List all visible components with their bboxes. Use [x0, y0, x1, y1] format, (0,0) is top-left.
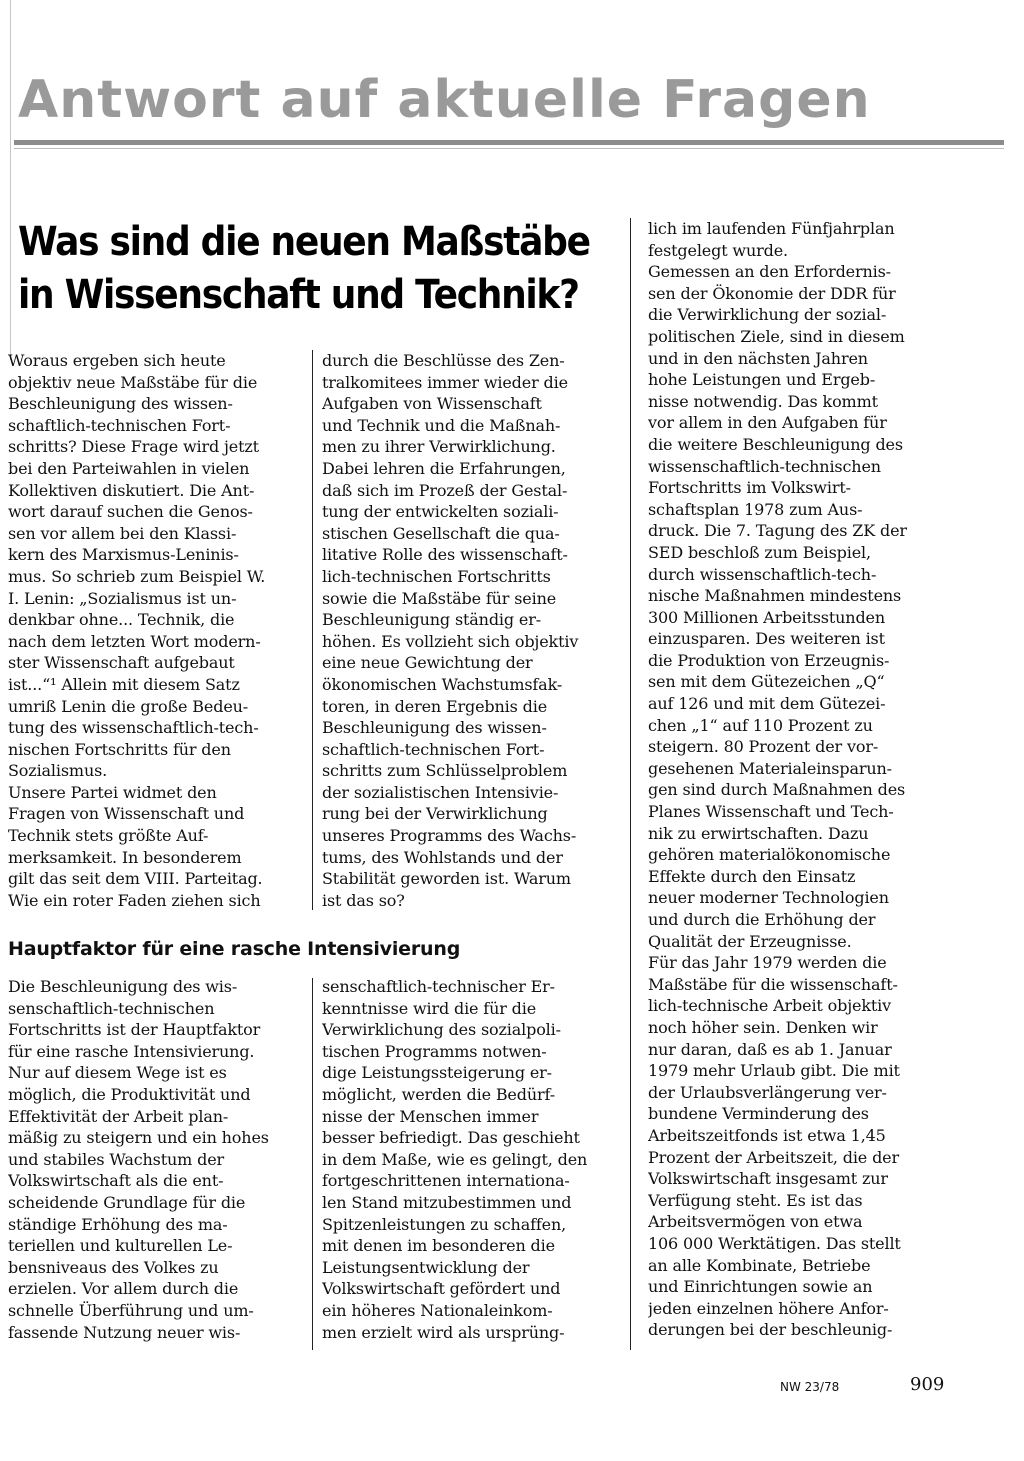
text-line: steigern. 80 Prozent der vor-: [648, 737, 879, 757]
text-line: Aufgaben von Wissenschaft: [322, 394, 542, 414]
text-line: Fragen von Wissenschaft und: [8, 804, 245, 824]
text-line: ständige Erhöhung des ma-: [8, 1214, 228, 1234]
text-line: sen mit dem Gütezeichen „Q“: [648, 672, 885, 692]
text-line: schaftsplan 1978 zum Aus-: [648, 499, 863, 519]
text-line: möglich, die Produktivität und: [8, 1084, 251, 1104]
text-line: tums, des Wohlstands und der: [322, 847, 563, 867]
text-line: Beschleunigung ständig er-: [322, 610, 541, 630]
text-line: Gemessen an den Erfordernis-: [648, 262, 891, 282]
text-line: gehören materialökonomische: [648, 845, 891, 865]
text-line: Wie ein roter Faden ziehen sich: [8, 890, 261, 910]
text-line: daß sich im Prozeß der Gestal-: [322, 480, 568, 500]
text-line: Arbeitsvermögen von etwa: [648, 1212, 863, 1232]
text-line: nur daran, daß es ab 1. Januar: [648, 1039, 892, 1059]
text-line: Maßstäbe für die wissenschaft-: [648, 974, 898, 994]
text-line: festgelegt wurde.: [648, 240, 788, 260]
text-line: vor allem in den Aufgaben für: [648, 413, 887, 433]
text-line: nach dem letzten Wort modern-: [8, 631, 261, 651]
text-line: senschaftlich-technischer Er-: [322, 977, 555, 996]
text-line: Verfügung steht. Es ist das: [648, 1190, 863, 1210]
scan-edge-line: [10, 0, 11, 360]
text-line: neuer moderner Technologien: [648, 888, 889, 908]
text-line: Für das Jahr 1979 werden die: [648, 953, 887, 973]
text-line: Kollektiven diskutiert. Die Ant-: [8, 480, 255, 500]
text-line: besser befriedigt. Das geschieht: [322, 1128, 580, 1148]
text-line: nische Maßnahmen mindestens: [648, 586, 902, 606]
text-line: ist...“¹ Allein mit diesem Satz: [8, 674, 240, 694]
text-line: teriellen und kulturellen Le-: [8, 1236, 233, 1256]
text-line: umriß Lenin die große Bedeu-: [8, 696, 249, 716]
text-line: Fortschritts ist der Hauptfaktor: [8, 1020, 261, 1040]
text-line: durch die Beschlüsse des Zen-: [322, 351, 565, 370]
text-line: an alle Kombinate, Betriebe: [648, 1255, 871, 1275]
text-line: auf 126 und mit dem Gütezei-: [648, 694, 886, 714]
text-line: hohe Leistungen und Ergeb-: [648, 370, 876, 390]
text-line: ist das so?: [322, 890, 405, 910]
text-line: tung des wissenschaftlich-tech-: [8, 718, 259, 738]
text-line: mus. So schrieb zum Beispiel W.: [8, 566, 266, 586]
text-line: bundene Verminderung des: [648, 1104, 869, 1124]
text-line: Dabei lehren die Erfahrungen,: [322, 458, 566, 478]
text-line: 1979 mehr Urlaub gibt. Die mit: [648, 1061, 900, 1081]
text-line: merksamkeit. In besonderem: [8, 847, 242, 867]
text-line: Volkswirtschaft insgesamt zur: [648, 1169, 888, 1189]
text-line: denkbar ohne... Technik, die: [8, 610, 235, 630]
section-banner: Antwort auf aktuelle Fragen: [18, 70, 871, 130]
page-number: 909: [910, 1374, 945, 1395]
text-line: sen der Ökonomie der DDR für: [648, 283, 896, 303]
text-line: mit denen im besonderen die: [322, 1236, 555, 1256]
text-line: schnelle Überführung und um-: [8, 1300, 254, 1320]
text-line: schritts zum Schlüsselproblem: [322, 761, 568, 781]
headline-line: Was sind die neuen Maßstäbe: [18, 219, 590, 266]
banner-rule: [14, 140, 1004, 145]
text-line: eine neue Gewichtung der: [322, 653, 533, 673]
text-line: litative Rolle des wissenschaft-: [322, 545, 568, 565]
text-line: gilt das seit dem VIII. Parteitag.: [8, 869, 263, 889]
text-line: bensniveaus des Volkes zu: [8, 1257, 219, 1277]
text-line: wissenschaftlich-technischen: [648, 456, 881, 476]
text-line: und durch die Erhöhung der: [648, 910, 876, 929]
text-line: Woraus ergeben sich heute: [8, 351, 226, 370]
text-line: stischen Gesellschaft die qua-: [322, 523, 560, 543]
article-headline: [18, 216, 618, 321]
text-line: dige Leistungssteigerung er-: [322, 1063, 552, 1083]
text-line: und stabiles Wachstum der: [8, 1149, 225, 1169]
text-line: toren, in deren Ergebnis die: [322, 696, 548, 716]
text-line: lich im laufenden Fünfjahrplan: [648, 219, 895, 238]
text-line: Arbeitszeitfonds ist etwa 1,45: [648, 1125, 886, 1145]
text-line: scheidende Grundlage für die: [8, 1192, 246, 1212]
text-line: höhen. Es vollzieht sich objektiv: [322, 631, 579, 651]
text-line: mäßig zu steigern und ein hohes: [8, 1128, 269, 1148]
text-line: chen „1“ auf 110 Prozent zu: [648, 715, 873, 735]
section-subheading: Hauptfaktor für eine rasche Intensivierung: [8, 938, 461, 960]
text-line: Qualität der Erzeugnisse.: [648, 931, 852, 951]
text-line: schritts? Diese Frage wird jetzt: [8, 437, 259, 457]
column-rule: [312, 978, 313, 1350]
text-line: Prozent der Arbeitszeit, die der: [648, 1147, 899, 1167]
text-line: erzielen. Vor allem durch die: [8, 1279, 239, 1299]
text-line: Sozialismus.: [8, 761, 108, 781]
text-line: Beschleunigung des wissen-: [8, 394, 233, 414]
text-line: len Stand mitzubestimmen und: [322, 1192, 572, 1212]
text-line: Nur auf diesem Wege ist es: [8, 1063, 227, 1083]
text-line: tischen Programms notwen-: [322, 1041, 547, 1061]
text-line: nisse der Menschen immer: [322, 1106, 539, 1126]
text-line: Effektivität der Arbeit plan-: [8, 1106, 229, 1126]
text-line: senschaftlich-technischen: [8, 998, 215, 1018]
text-line: unseres Programms des Wachs-: [322, 826, 577, 846]
text-line: lich-technischen Fortschritts: [322, 566, 551, 586]
text-line: durch wissenschaftlich-tech-: [648, 564, 877, 584]
text-line: men erzielt wird als ursprüng-: [322, 1322, 565, 1342]
text-line: druck. Die 7. Tagung des ZK der: [648, 521, 907, 541]
text-line: rung bei der Verwirklichung: [322, 804, 548, 824]
text-line: fassende Nutzung neuer wis-: [8, 1322, 241, 1342]
text-line: und Technik und die Maßnah-: [322, 415, 561, 435]
text-line: men zu ihrer Verwirklichung.: [322, 437, 556, 457]
issue-number: NW 23/78: [780, 1380, 840, 1394]
text-line: 106 000 Werktätigen. Das stellt: [648, 1233, 901, 1253]
text-line: Effekte durch den Einsatz: [648, 866, 856, 886]
column-rule: [630, 218, 631, 1350]
text-line: gesehenen Materialeinsparun-: [648, 758, 892, 778]
text-line: gen sind durch Maßnahmen des: [648, 780, 906, 800]
banner-rule-thin: [14, 148, 1004, 149]
text-line: bei den Parteiwahlen in vielen: [8, 458, 250, 478]
headline-line: in Wissenschaft und Technik?: [18, 272, 579, 318]
text-line: und in den nächsten Jahren: [648, 348, 868, 368]
text-line: Verwirklichung des sozialpoli-: [322, 1020, 561, 1040]
text-line: in dem Maße, wie es gelingt, den: [322, 1149, 588, 1169]
text-line: wort darauf suchen die Genos-: [8, 502, 253, 522]
text-line: objektiv neue Maßstäbe für die: [8, 372, 258, 392]
text-line: einzusparen. Des weiteren ist: [648, 629, 885, 649]
text-line: die weitere Beschleunigung des: [648, 434, 903, 454]
column-rule: [312, 350, 313, 910]
text-line: Spitzenleistungen zu schaffen,: [322, 1214, 567, 1234]
text-line: nisse notwendig. Das kommt: [648, 391, 878, 411]
text-line: fortgeschrittenen internationa-: [322, 1171, 570, 1191]
text-line: für eine rasche Intensivierung.: [8, 1041, 255, 1061]
text-line: möglicht, werden die Bedürf-: [322, 1084, 555, 1104]
text-line: lich-technische Arbeit objektiv: [648, 996, 892, 1016]
text-line: der sozialistischen Intensivie-: [322, 782, 559, 802]
text-line: Leistungsentwicklung der: [322, 1257, 530, 1277]
text-line: ster Wissenschaft aufgebaut: [8, 653, 235, 673]
text-line: tralkomitees immer wieder die: [322, 372, 568, 392]
text-line: ein höheres Nationaleinkom-: [322, 1300, 553, 1320]
text-line: Fortschritts im Volkswirt-: [648, 478, 851, 498]
text-line: politischen Ziele, sind in diesem: [648, 326, 905, 346]
text-line: kern des Marxismus-Leninis-: [8, 545, 239, 565]
text-line: die Produktion von Erzeugnis-: [648, 650, 890, 670]
column-2-top: [322, 350, 616, 911]
column-1-bottom: [8, 976, 300, 1343]
text-line: Volkswirtschaft als die ent-: [8, 1171, 224, 1191]
text-line: 300 Millionen Arbeitsstunden: [648, 607, 886, 627]
text-line: jeden einzelnen höhere Anfor-: [648, 1298, 889, 1318]
text-line: der Urlaubsverlängerung ver-: [648, 1082, 887, 1102]
text-line: Beschleunigung des wissen-: [322, 718, 547, 738]
text-line: Unsere Partei widmet den: [8, 782, 217, 802]
text-line: Stabilität geworden ist. Warum: [322, 869, 571, 889]
column-1-top: [8, 350, 300, 911]
text-line: ökonomischen Wachstumsfak-: [322, 674, 563, 694]
text-line: Volkswirtschaft gefördert und: [322, 1279, 561, 1299]
text-line: sowie die Maßstäbe für seine: [322, 588, 557, 608]
text-line: schaftlich-technischen Fort-: [322, 739, 545, 759]
text-line: sen vor allem bei den Klassi-: [8, 523, 237, 543]
text-line: nik zu erwirtschaften. Dazu: [648, 823, 869, 843]
text-line: schaftlich-technischen Fort-: [8, 415, 231, 435]
text-line: kenntnisse wird die für die: [322, 998, 537, 1018]
text-line: noch höher sein. Denken wir: [648, 1017, 878, 1037]
text-line: nischen Fortschritts für den: [8, 739, 231, 759]
column-2-bottom: [322, 976, 616, 1343]
text-line: Planes Wissenschaft und Tech-: [648, 802, 894, 822]
text-line: Die Beschleunigung des wis-: [8, 977, 238, 996]
text-line: derungen bei der beschleunig-: [648, 1320, 893, 1340]
text-line: und Einrichtungen sowie an: [648, 1277, 873, 1297]
text-line: I. Lenin: „Sozialismus ist un-: [8, 588, 237, 608]
text-line: Technik stets größte Auf-: [8, 826, 209, 846]
column-3: [648, 218, 940, 1341]
text-line: die Verwirklichung der sozial-: [648, 305, 887, 325]
text-line: tung der entwickelten soziali-: [322, 502, 559, 522]
text-line: SED beschloß zum Beispiel,: [648, 542, 871, 562]
